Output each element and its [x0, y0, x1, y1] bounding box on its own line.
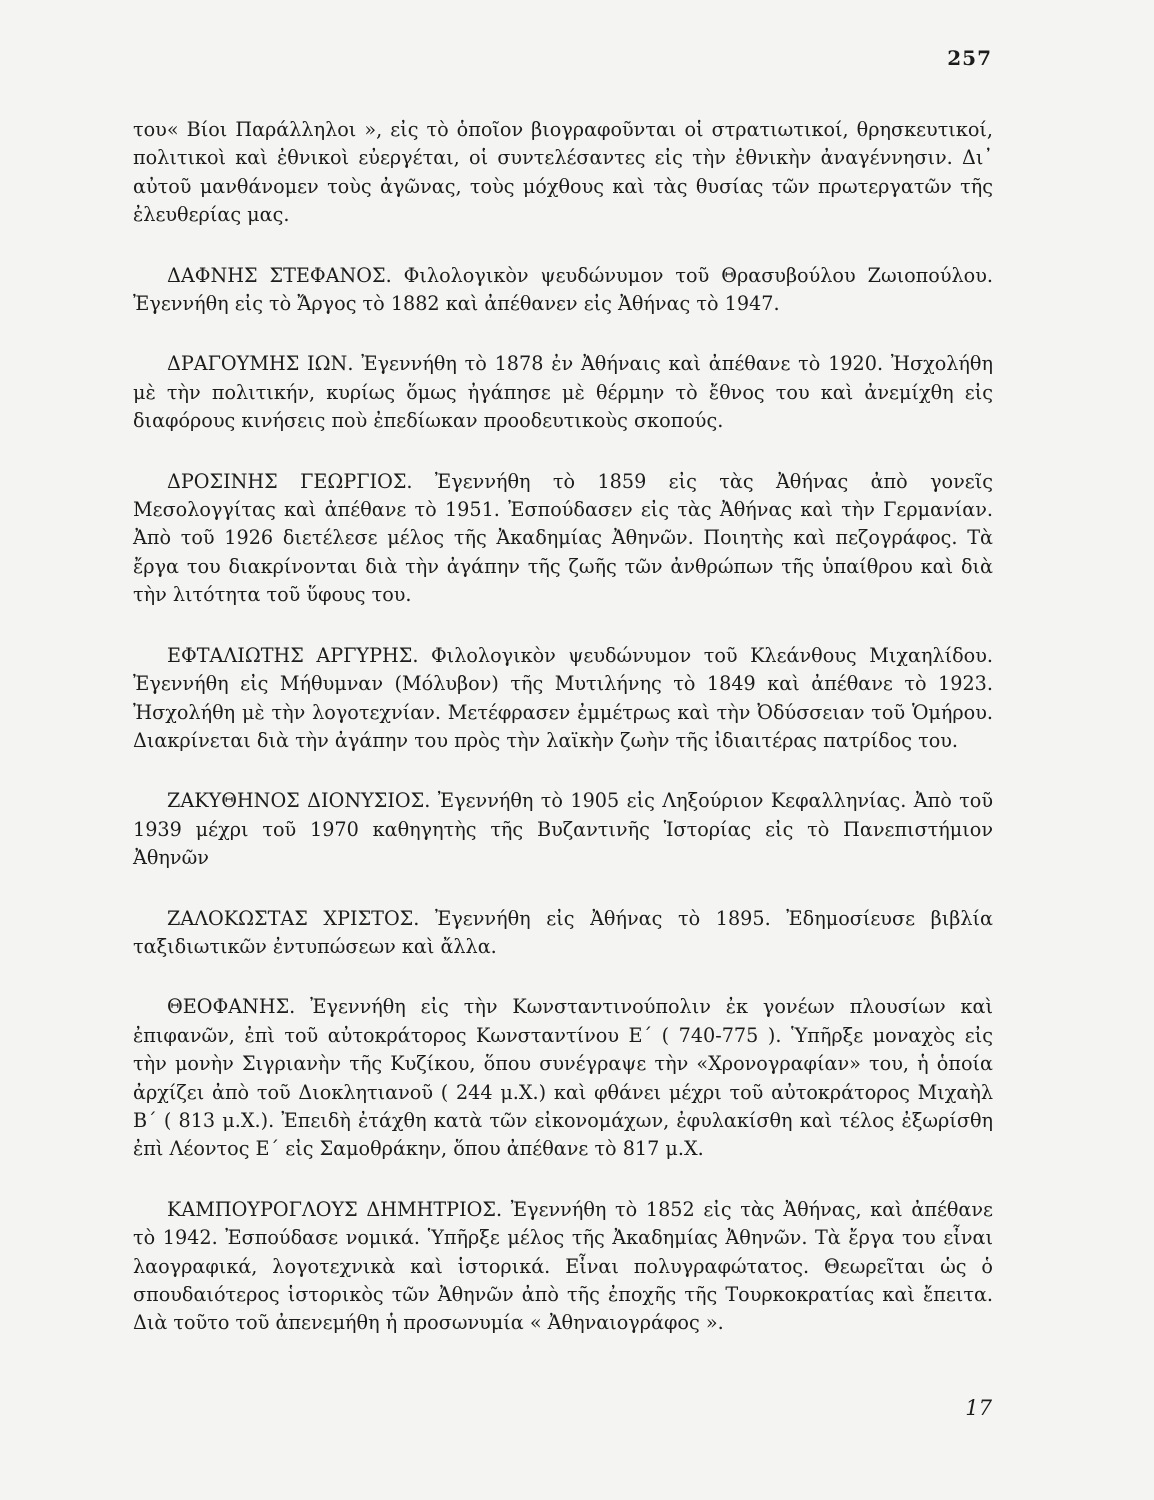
- entry-name: ΔΡΑΓΟΥΜΗΣ ΙΩΝ.: [167, 352, 354, 376]
- entry-name: ΖΑΚΥΘΗΝΟΣ ΔΙΟΝΥΣΙΟΣ.: [167, 789, 431, 813]
- entry-text: Ἐγεννήθη εἰς Ἀθήνας τὸ 1895. Ἐδημοσίευσε βιβλία ταξιδιωτικῶν ἐντυπώσεων καὶ ἄλλα.: [133, 906, 993, 958]
- entry-dragoumis: [133, 350, 993, 435]
- entry-text: Ἐγεννήθη τὸ 1878 ἐν Ἀθήναις καὶ ἀπέθανε τὸ 1920. Ἠσχολήθη μὲ τὴν πολιτικήν, κυρίως ὅμως ἠγάπησε μὲ θέρμην τὸ ἔθνος του καὶ ἀνεμίχθη εἰς διαφόρους κινήσεις ποὺ ἐπεδίωκαν προοδευτικοὺς σκοπούς.: [133, 352, 993, 433]
- entry-kambouroglous: [133, 1196, 993, 1338]
- entry-zalokostas: [133, 905, 993, 962]
- entry-eftaliotis: [133, 642, 993, 756]
- entry-text: Ἐγεννήθη εἰς τὴν Κωνσταντινούπολιν ἐκ γονέων πλουσίων καὶ ἐπιφανῶν, ἐπὶ τοῦ αὐτοκράτορος Κωνσταντίνου Ε΄ ( 740-775 ). Ὑπῆρξε μοναχὸς εἰς τὴν μονὴν Σιγριανὴν τῆς Κυζίκου, ὅπου συνέγραψε τὴν «Χρονογραφίαν» του, ἡ ὁποία ἀρχίζει ἀπὸ τοῦ Διοκλητιανοῦ ( 244 μ.Χ.) καὶ φθάνει μέχρι τοῦ αὐτοκράτορος Μιχαὴλ Β΄ ( 813 μ.Χ.). Ἐπειδὴ ἐτάχθη κατὰ τῶν εἰκονομάχων, ἐφυλακίσθη καὶ τέλος ἐξωρίσθη ἐπὶ Λέοντος Ε΄ εἰς Σαμοθράκην, ὅπου ἀπέθανε τὸ 817 μ.Χ.: [133, 995, 993, 1161]
- entry-text: Ἐγεννήθη τὸ 1852 εἰς τὰς Ἀθήνας, καὶ ἀπέθανε τὸ 1942. Ἐσπούδασε νομικά. Ὑπῆρξε μέλος τῆς Ἀκαδημίας Ἀθηνῶν. Τὰ ἔργα του εἶναι λαογραφικά, λογοτεχνικὰ καὶ ἱστορικά. Εἶναι πολυγραφώτατος. Θεωρεῖται ὡς ὁ σπουδαιότερος ἱστορικὸς τῶν Ἀθηνῶν ἀπὸ τῆς ἐποχῆς τῆς Τουρκοκρατίας καὶ ἔπειτα. Διὰ τοῦτο τοῦ ἀπενεμήθη ἡ προσωνυμία « Ἀθηναιογράφος ».: [133, 1197, 993, 1335]
- entry-name: ΔΑΦΝΗΣ ΣΤΕΦΑΝΟΣ.: [167, 263, 392, 287]
- intro-paragraph: του« Βίοι Παράλληλοι », εἰς τὸ ὁποῖον βιογραφοῦνται οἱ στρατιωτικοί, θρησκευτικοί, πολιτικοὶ καὶ ἐθνικοὶ εὐεργέται, οἱ συντελέσαντες εἰς τὴν ἐθνικὴν ἀναγέννησιν. Δι᾽ αὐτοῦ μανθάνομεν τοὺς ἀγῶνας, τοὺς μόχθους καὶ τὰς θυσίας τῶν πρωτεργατῶν τῆς ἐλευθερίας μας.: [133, 118, 993, 227]
- entry-name: ΚΑΜΠΟΥΡΟΓΛΟΥΣ ΔΗΜΗΤΡΙΟΣ.: [167, 1197, 503, 1221]
- entry-text: Ἐγεννήθη τὸ 1859 εἰς τὰς Ἀθήνας ἀπὸ γονεῖς Μεσολογγίτας καὶ ἀπέθανε τὸ 1951. Ἐσπούδασεν εἰς τὰς Ἀθήνας καὶ τὴν Γερμανίαν. Ἀπὸ τοῦ 1926 διετέλεσε μέλος τῆς Ἀκαδημίας Ἀθηνῶν. Ποιητὴς καὶ πεζογράφος. Τὰ ἔργα του διακρίνονται διὰ τὴν ἀγάπην τῆς ζωῆς τῶν ἀνθρώπων τῆς ὑπαίθρου καὶ διὰ τὴν λιτότητα τοῦ ὕφους του.: [133, 469, 993, 607]
- entry-text: Φιλολογικὸν ψευδώνυμον τοῦ Θρασυβούλου Ζωιοπούλου. Ἐγεννήθη εἰς τὸ Ἄργος τὸ 1882 καὶ ἀπέθανεν εἰς Ἀθήνας τὸ 1947.: [133, 263, 993, 316]
- entry-dafnis: [133, 262, 993, 319]
- page-number: 257: [947, 46, 992, 70]
- entry-text: Φιλολογικὸν ψευδώνυμον τοῦ Κλεάνθους Μιχαηλίδου. Ἐγεννήθη εἰς Μήθυμναν (Μόλυβον) τῆς Μυτιλήνης τὸ 1849 καὶ ἀπέθανε τὸ 1923. Ἠσχολήθη μὲ τὴν λογοτεχνίαν. Μετέφρασεν ἐμμέτρως καὶ τὴν Ὀδύσσειαν τοῦ Ὁμήρου. Διακρίνεται διὰ τὴν ἀγάπην του πρὸς τὴν λαϊκὴν ζωὴν τῆς ἰδιαιτέρας πατρίδος του.: [133, 643, 993, 752]
- entry-text: Ἐγεννήθη τὸ 1905 εἰς Ληξούριον Κεφαλληνίας. Ἀπὸ τοῦ 1939 μέχρι τοῦ 1970 καθηγητὴς τῆς Βυζαντινῆς Ἱστορίας εἰς τὸ Πανεπιστήμιον Ἀθηνῶν: [133, 789, 993, 870]
- entry-name: ΕΦΤΑΛΙΩΤΗΣ ΑΡΓΥΡΗΣ.: [167, 643, 419, 667]
- entry-name: ΔΡΟΣΙΝΗΣ ΓΕΩΡΓΙΟΣ.: [167, 469, 413, 493]
- entry-name: ΘΕΟΦΑΝΗΣ.: [167, 995, 296, 1019]
- entry-drosinis: [133, 468, 993, 610]
- signature-mark: 17: [965, 1396, 992, 1420]
- entry-name: ΖΑΛΟΚΩΣΤΑΣ ΧΡΙΣΤΟΣ.: [167, 906, 420, 930]
- entry-zakythinos: [133, 787, 993, 872]
- entry-theofanis: [133, 993, 993, 1163]
- body-text: [133, 116, 993, 1338]
